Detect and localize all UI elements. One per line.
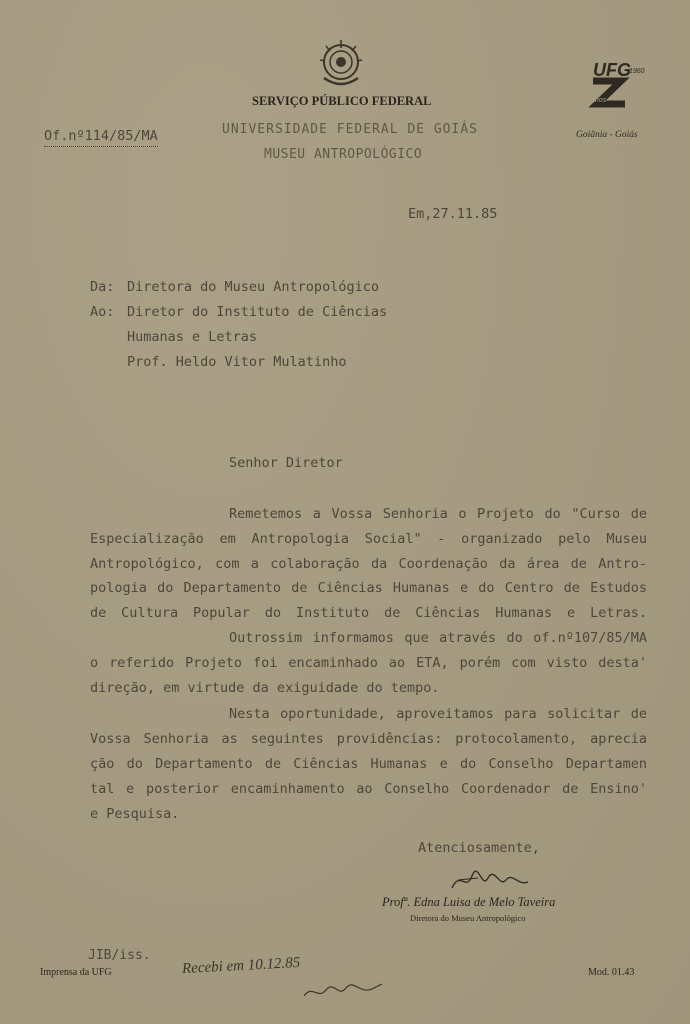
body-line: de Cultura Popular do Instituto de Ciências Humanas e Letras.	[90, 605, 647, 621]
body-line: Outrossim informamos que através do of.nº107/85/MA	[229, 630, 647, 646]
body-line: Especialização em Antropologia Social" - organizado pelo Museu	[90, 531, 647, 547]
signatory-name: Profª. Edna Luisa de Melo Taveira	[382, 895, 556, 909]
body-line: e Pesquisa.	[90, 806, 180, 822]
logo-year: 1960	[629, 68, 645, 75]
to-value: Diretor do Instituto de Ciências	[127, 304, 388, 320]
body-line: Remetemos a Vossa Senhoria o Projeto do "Curso de	[229, 506, 647, 522]
to-value-line-2: Humanas e Letras	[127, 329, 258, 345]
initials: JIB/iss.	[88, 948, 151, 963]
from-value: Diretora do Museu Antropológico	[127, 279, 379, 295]
signatory-title: Diretora do Museu Antropológico	[410, 913, 526, 923]
salutation: Senhor Diretor	[229, 455, 343, 471]
logo-text: UFG	[593, 60, 631, 80]
body-line: Antropológico, com a colaboração da Coordenação da área de Antro-	[90, 556, 647, 572]
body-line: ção do Departamento de Ciências Humanas e do Conselho Departamen	[90, 756, 647, 772]
service-title: SERVIÇO PÚBLICO FEDERAL	[252, 94, 432, 108]
coat-of-arms-icon	[316, 38, 366, 90]
handwritten-initials-scribble	[178, 958, 398, 1006]
form-number: Mod. 01.43	[588, 967, 635, 978]
to-value-line-3: Prof. Heldo Vitor Mulatinho	[127, 354, 347, 370]
body-line: direção, em virtude da exiguidade do tempo.	[90, 680, 440, 696]
museum-name: MUSEU ANTROPOLÓGICO	[264, 147, 423, 162]
city-location: Goiânia - Goiás	[576, 130, 638, 140]
university-name: UNIVERSIDADE FEDERAL DE GOIÁS	[222, 122, 478, 137]
body-line: Vossa Senhoria as seguintes providências: protocolamento, aprecia	[90, 731, 647, 747]
letter-date: Em,27.11.85	[408, 206, 498, 222]
closing: Atenciosamente,	[418, 840, 540, 856]
printer-imprint: Imprensa da UFG	[40, 967, 112, 978]
to-label: Ao:	[90, 304, 115, 320]
ufg-logo-icon	[577, 56, 647, 112]
body-line: Nesta oportunidade, aproveitamos para solicitar de	[229, 706, 647, 722]
body-line: tal e posterior encaminhamento ao Conselho Coordenador de Ensino'	[90, 781, 647, 797]
from-label: Da:	[90, 279, 115, 295]
body-line: o referido Projeto foi encaminhado ao ETA, porém com visto desta'	[90, 655, 647, 671]
reference-number: Of.nº114/85/MA	[44, 128, 158, 147]
handwritten-received-note: Recebi em 10.12.85	[181, 954, 301, 978]
signature-scribble	[448, 866, 532, 894]
body-line: pologia do Departamento de Ciências Humanas e do Centro de Estudos	[90, 580, 647, 596]
logo-anos: anos	[591, 97, 607, 104]
